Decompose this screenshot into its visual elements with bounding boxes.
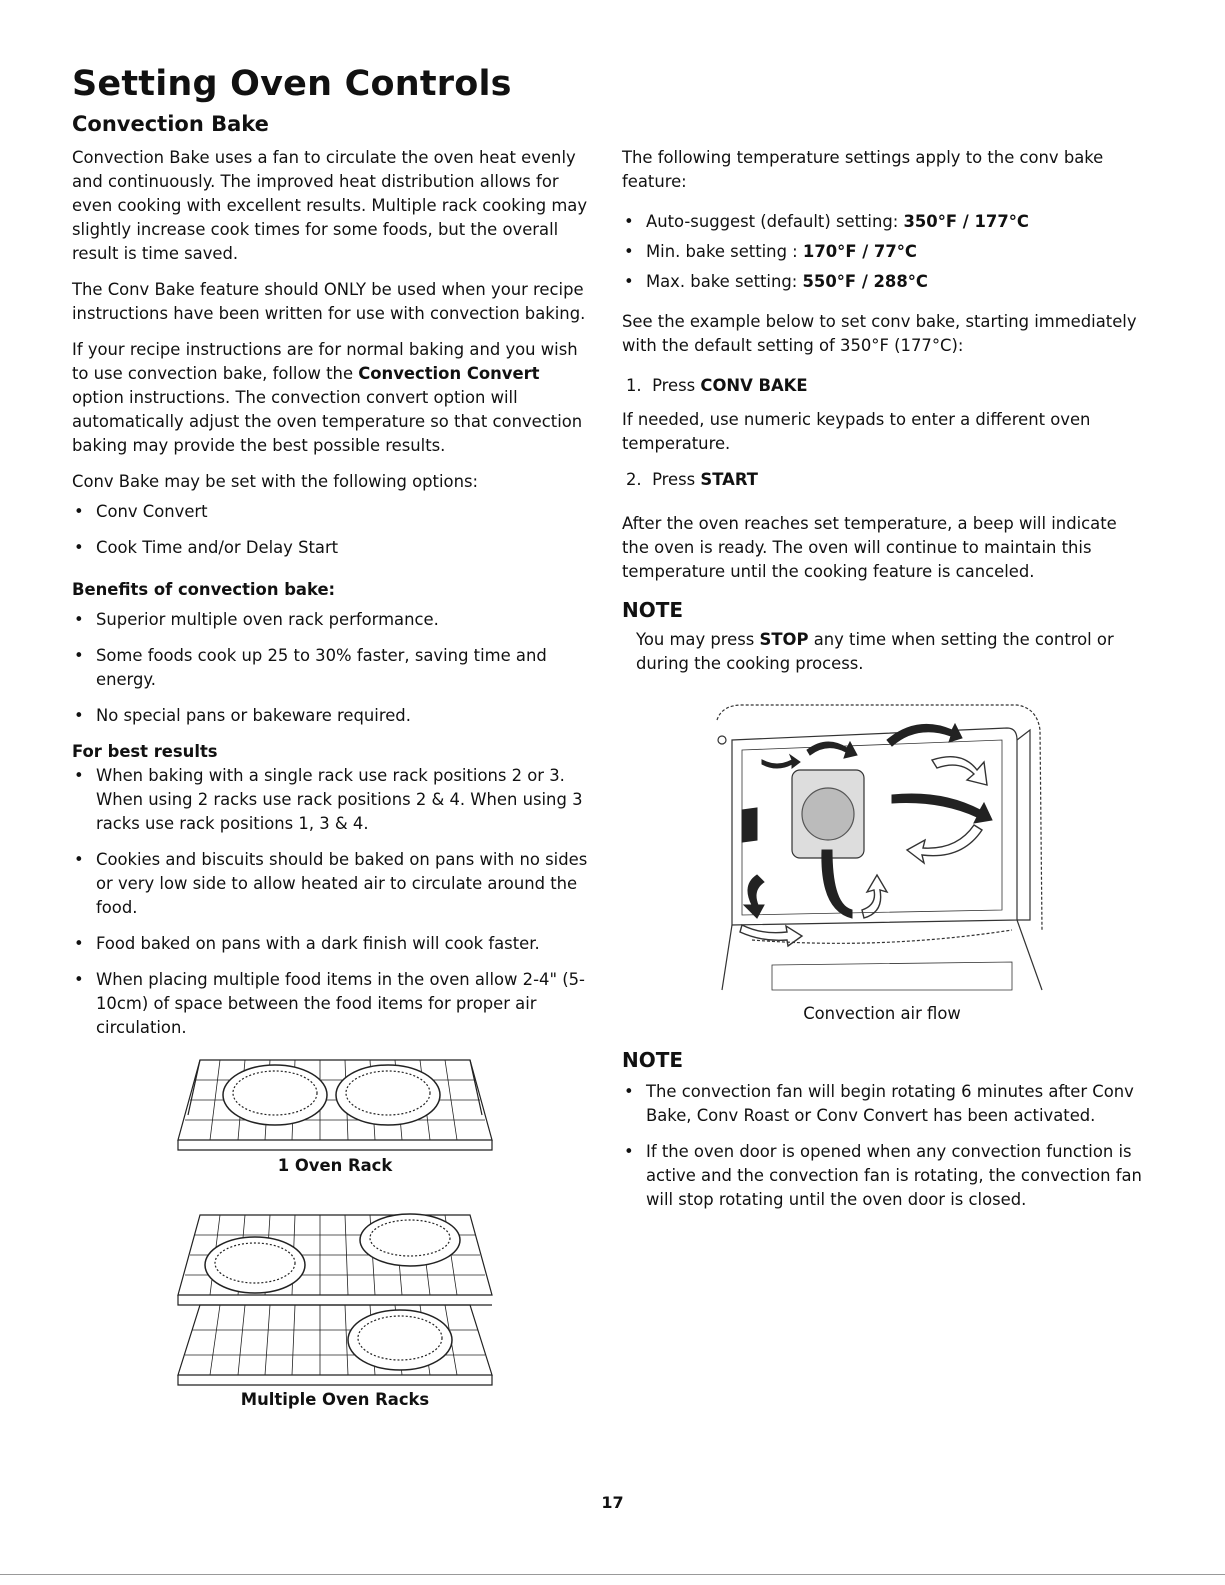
list-item: • Some foods cook up 25 to 30% faster, saving time and energy.: [72, 644, 592, 692]
convert-bold: Convection Convert: [358, 364, 540, 383]
page-number: 17: [601, 1493, 624, 1512]
setting-value: 350°F / 177°C: [903, 212, 1029, 231]
note-list: [622, 1080, 1152, 1212]
air-flow-caption: Convection air flow: [803, 1004, 961, 1023]
one-rack-illustration: [170, 1055, 500, 1155]
list-item: • Cook Time and/or Delay Start: [72, 536, 592, 560]
intro-paragraph: Convection Bake uses a fan to circulate the oven heat evenly and continuously. The improved heat distribution allows for even cooking with excellent results. Multiple rack cooking may slightly increase cook times for some foods, but the overall result is time saved.: [72, 148, 588, 263]
note-text-a: You may press: [636, 630, 760, 649]
note-text-b: any time when setting the control or during the cooking process.: [636, 630, 1114, 673]
list-item: • Food baked on pans with a dark finish will cook faster.: [72, 932, 592, 956]
benefits-heading: Benefits of convection bake:: [72, 580, 336, 599]
step-text: Press: [652, 376, 701, 395]
setting-value: 550°F / 288°C: [802, 272, 928, 291]
multiple-racks-caption: Multiple Oven Racks: [240, 1390, 430, 1409]
convert-text-a: If your recipe instructions are for normal baking and you wish to use convection bake, follow the: [72, 340, 578, 383]
options-list: [72, 500, 592, 560]
best-results-list: [72, 764, 592, 1040]
list-item: [622, 210, 1142, 234]
note-stop: [622, 628, 1142, 676]
setting-label: Auto-suggest (default) setting:: [646, 212, 904, 231]
list-item: • When placing multiple food items in the oven allow 2-4" (5-10cm) of space between the food items for proper air circulation.: [72, 968, 592, 1040]
list-item: • No special pans or bakeware required.: [72, 704, 592, 728]
list-item: • The convection fan will begin rotating 6 minutes after Conv Bake, Conv Roast or Conv Convert has been activated.: [622, 1080, 1152, 1128]
options-intro: Conv Bake may be set with the following options:: [72, 472, 479, 491]
list-item: • Cookies and biscuits should be baked on pans with no sides or very low side to allow heated air to circulate around the food.: [72, 848, 592, 920]
note-bold: STOP: [759, 630, 809, 649]
settings-intro: The following temperature settings apply to the conv bake feature:: [622, 148, 1104, 191]
multiple-racks-illustration: [170, 1210, 500, 1390]
list-item: [622, 270, 1142, 294]
setting-value: 170°F / 77°C: [802, 242, 917, 261]
right-column: [622, 146, 1142, 688]
list-item: [622, 240, 1142, 264]
page-title: Setting Oven Controls: [72, 64, 512, 104]
note-heading: NOTE: [622, 598, 684, 622]
section-heading: Convection Bake: [72, 112, 269, 136]
best-results-heading: For best results: [72, 742, 218, 761]
convection-air-flow-illustration: [712, 700, 1052, 1000]
setting-label: Max. bake setting:: [646, 272, 803, 291]
step-2: [622, 468, 1142, 492]
settings-list: [622, 210, 1142, 294]
list-item: • Superior multiple oven rack performance.: [72, 608, 592, 632]
convert-text-b: option instructions. The convection convert option will automatically adjust the oven temperature so that convection baking may provide the best possible results.: [72, 388, 583, 455]
conv-bake-only-paragraph: The Conv Bake feature should ONLY be used when your recipe instructions have been written for use with convection baking.: [72, 280, 586, 323]
right-column-lower: [622, 1048, 1152, 1224]
note-heading-2: NOTE: [622, 1048, 684, 1072]
list-item: • Conv Convert: [72, 500, 592, 524]
bottom-divider: [0, 1574, 1225, 1575]
left-column: [72, 146, 592, 1052]
example-paragraph: See the example below to set conv bake, starting immediately with the default setting of 350°F (177°C):: [622, 312, 1137, 355]
step-key: CONV BAKE: [700, 376, 808, 395]
list-item: • When baking with a single rack use rack positions 2 or 3. When using 2 racks use rack positions 2 & 4. When using 3 racks use rack positions 1, 3 & 4.: [72, 764, 592, 836]
convert-paragraph: [72, 338, 592, 458]
step-1-note: If needed, use numeric keypads to enter a different oven temperature.: [622, 410, 1091, 453]
benefits-list: [72, 608, 592, 728]
step-number: 2.: [626, 470, 642, 489]
setting-label: Min. bake setting :: [646, 242, 803, 261]
step-key: START: [700, 470, 758, 489]
one-rack-caption: 1 Oven Rack: [277, 1156, 393, 1175]
step-number: 1.: [626, 376, 642, 395]
list-item: • If the oven door is opened when any convection function is active and the convection fan is rotating, the convection fan will stop rotating until the oven door is closed.: [622, 1140, 1152, 1212]
after-paragraph: After the oven reaches set temperature, a beep will indicate the oven is ready. The oven will continue to maintain this temperature until the cooking feature is canceled.: [622, 514, 1117, 581]
step-1: [622, 374, 1142, 398]
step-text: Press: [652, 470, 701, 489]
